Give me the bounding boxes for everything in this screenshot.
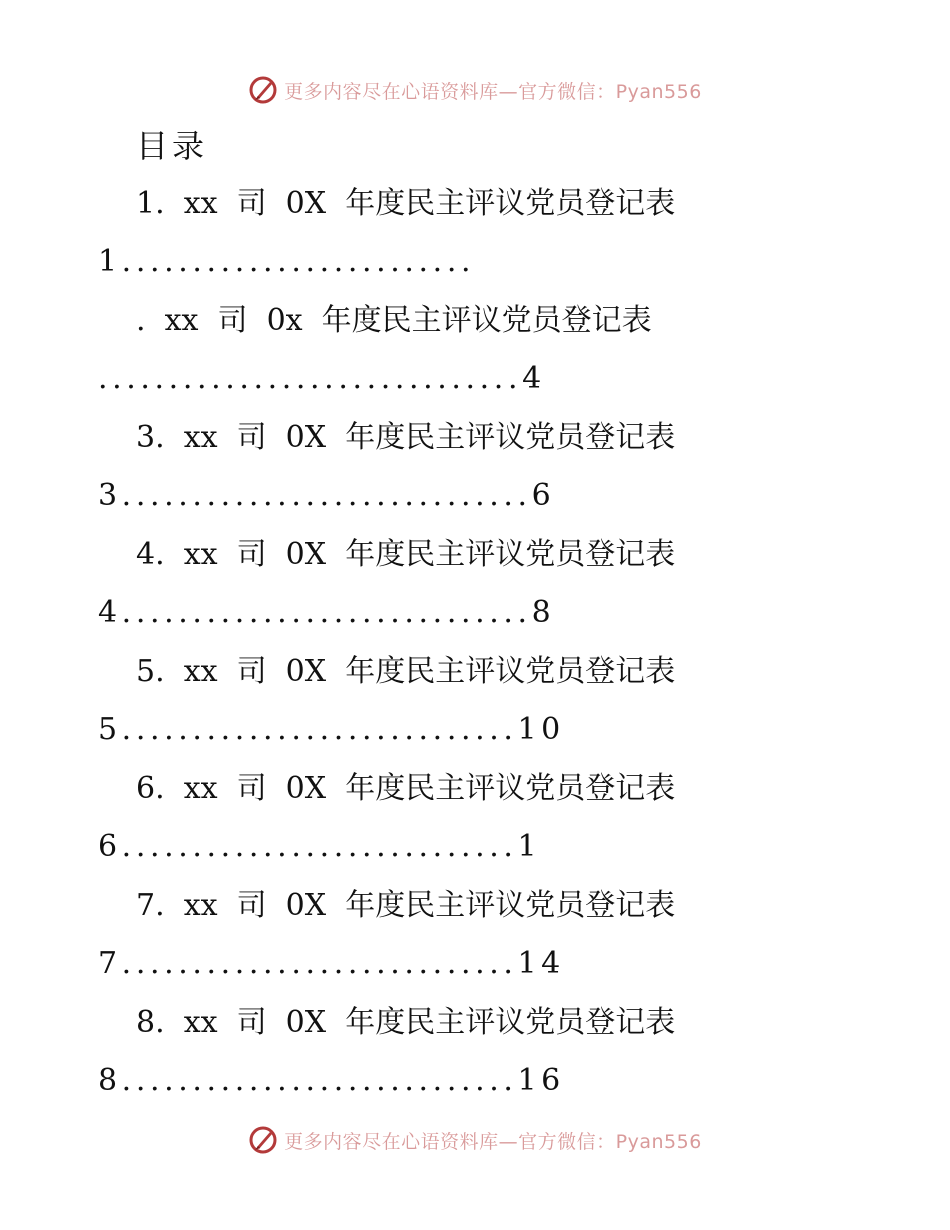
toc-entry-title[interactable]: 1. xx 司 0X 年度民主评议党员登记表 [136, 186, 676, 221]
toc-entry-leader: 6............................1 [98, 829, 542, 864]
quill-pen-circle-icon [248, 1125, 278, 1155]
toc-title: 目录 [136, 127, 209, 165]
toc-entry-leader: 5............................10 [98, 712, 565, 747]
header-watermark [0, 70, 950, 110]
watermark-text: 更多内容尽在心语资料库—官方微信：Pyan556 [284, 80, 702, 103]
toc-entry-title[interactable]: 4. xx 司 0X 年度民主评议党员登记表 [136, 537, 676, 572]
toc-entry-title[interactable]: 7. xx 司 0X 年度民主评议党员登记表 [136, 888, 676, 923]
toc-entry-leader: 7............................14 [98, 946, 565, 981]
toc-entry-leader: 4.............................8 [98, 595, 556, 630]
toc-entry-leader: 8............................16 [98, 1063, 565, 1098]
quill-pen-circle-icon [248, 75, 278, 105]
toc-entry-leader: ..............................4 [98, 361, 546, 396]
toc-entry-title[interactable]: 8. xx 司 0X 年度民主评议党员登记表 [136, 1005, 676, 1040]
toc-entry-title[interactable]: 5. xx 司 0X 年度民主评议党员登记表 [136, 654, 676, 689]
toc-entry-title[interactable]: 3. xx 司 0X 年度民主评议党员登记表 [136, 420, 676, 455]
toc-entry-title[interactable]: 6. xx 司 0X 年度民主评议党员登记表 [136, 771, 676, 806]
toc-entry-leader: 1......................... [98, 244, 476, 279]
footer-watermark [0, 1120, 950, 1160]
watermark-text: 更多内容尽在心语资料库—官方微信：Pyan556 [284, 1130, 702, 1153]
toc-entry-title[interactable]: . xx 司 0x 年度民主评议党员登记表 [136, 303, 652, 338]
toc-entry-leader: 3.............................6 [98, 478, 556, 513]
